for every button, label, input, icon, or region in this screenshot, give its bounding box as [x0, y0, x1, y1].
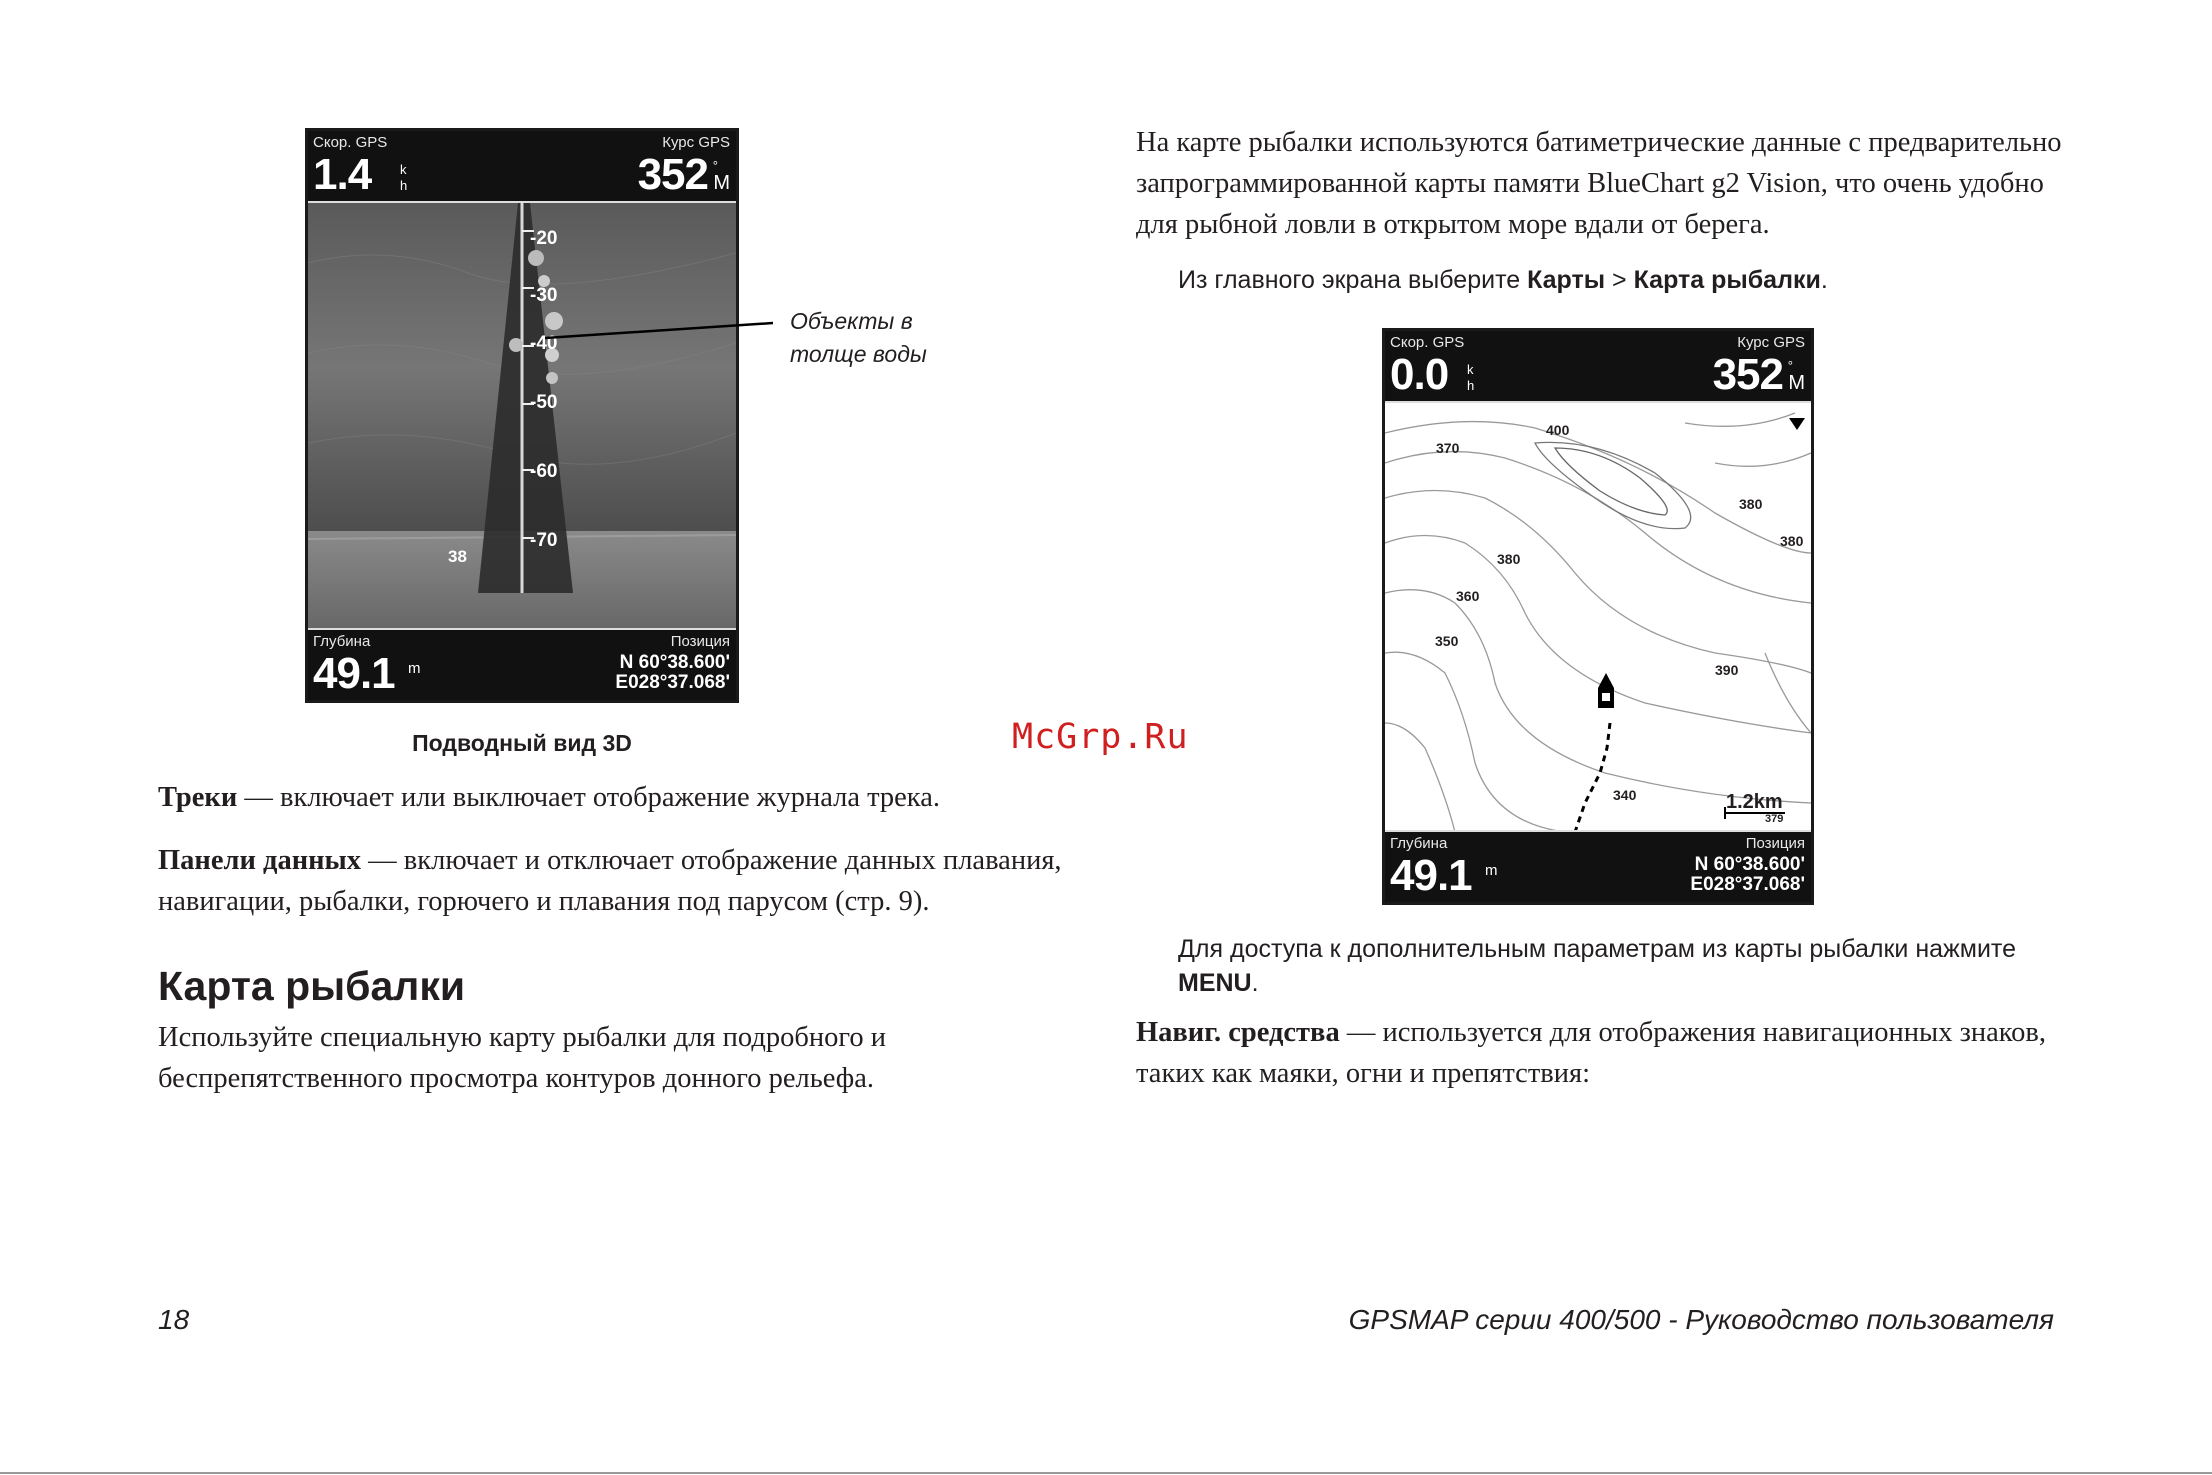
instr2-post: . [1251, 969, 1259, 997]
paragraph-intro: На карте рыбалки используются батиметрические данные с предварительно запрограммированной карты памяти BlueChart g2 Vision, что очень удобно для рыбной ловли в открытом море вдали от берега. [1136, 127, 2062, 240]
floor-depth-mark: 38 [448, 547, 467, 566]
bottom-data-bar [308, 628, 736, 700]
instr1-post: . [1820, 266, 1828, 294]
track-line [1575, 723, 1610, 832]
map-depth-label: 370 [1436, 440, 1460, 456]
course-label: Курс GPS [1737, 334, 1805, 351]
fish-mark [546, 372, 558, 384]
paragraph-data-panels [158, 840, 1108, 922]
speed-value: 0.0 [1390, 350, 1449, 399]
position-lon: E028°37.068' [1690, 874, 1805, 895]
paragraph-nav-aids [1136, 1012, 2066, 1094]
contour-map [1385, 403, 1811, 832]
depth-label: Глубина [313, 633, 371, 650]
instruction-menu [1178, 932, 2078, 1000]
instr2-menu: MENU [1178, 969, 1252, 997]
depth-mark: -60 [530, 461, 558, 482]
instr2-pre: Для доступа к дополнительным параметрам из карты рыбалки нажмите [1178, 935, 2017, 963]
map-scale: 1.2km [1726, 791, 1783, 813]
north-arrow-icon [1789, 418, 1805, 430]
map-depth-label: 380 [1739, 496, 1763, 512]
depth-unit: m [408, 660, 421, 677]
depth-label: Глубина [1390, 835, 1448, 852]
depth-unit: m [1485, 862, 1498, 879]
course-unit-top: ° [1787, 358, 1793, 373]
callout-line [545, 308, 775, 348]
bottom-data-bar [1385, 830, 1811, 902]
position-lon: E028°37.068' [615, 672, 730, 693]
map-depth-label: 340 [1613, 787, 1637, 803]
instruction-open-chart [1178, 263, 2078, 297]
paragraph-fishing-chart: Используйте специальную карту рыбалки для подробного и беспрепятственного просмотра контуров донного рельефа. [158, 1022, 886, 1094]
instr1-pre: Из главного экрана выберите [1178, 266, 1528, 294]
speed-unit-top: k [400, 162, 407, 177]
map-depth-label: 380 [1780, 533, 1804, 549]
text-nav-aids: — используется для отображения навигационных знаков, таких как маяки, огни и препятствия: [1136, 1017, 2046, 1089]
position-label: Позиция [1745, 835, 1805, 852]
term-nav-aids: Навиг. средства [1136, 1017, 1340, 1048]
bottom-rule [0, 1472, 2212, 1474]
paragraph-tracks [158, 777, 1108, 818]
map-depth-label: 350 [1435, 633, 1459, 649]
text-data-panels: — включает и отключает отображение данных плавания, навигации, рыбалки, горючего и плавания под парусом (стр. 9). [158, 845, 1062, 917]
depth-value: 49.1 [1390, 851, 1472, 900]
course-unit-bottom: M [1788, 372, 1805, 394]
top-data-bar [308, 131, 736, 203]
term-tracks: Треки [158, 782, 238, 813]
speed-label: Скор. GPS [313, 134, 388, 151]
map-depth-label: 390 [1715, 662, 1739, 678]
fishing-chart-screenshot [1382, 328, 1814, 905]
text-tracks: — включает или выключает отображение журнала трека. [237, 782, 940, 813]
instr1-charts: Карты [1527, 266, 1606, 294]
map-depth-label: 380 [1497, 551, 1521, 567]
boat-icon [1598, 673, 1614, 708]
speed-unit-top: k [1467, 362, 1474, 377]
map-depth-label: 400 [1546, 422, 1570, 438]
underwater-3d-screenshot [305, 128, 739, 703]
position-lat: N 60°38.600' [619, 652, 730, 673]
course-value: 352 [637, 150, 708, 199]
course-label: Курс GPS [662, 134, 730, 151]
map-scale-sub: 379 [1765, 813, 1784, 825]
course-unit-bottom: M [713, 172, 730, 194]
underwater-scene [308, 203, 736, 633]
footer-title: GPSMAP серии 400/500 - Руководство пользователя [1348, 1304, 2054, 1335]
depth-mark: -20 [530, 228, 558, 249]
speed-unit-bottom: h [400, 178, 408, 193]
position-label: Позиция [670, 633, 730, 650]
course-value: 352 [1712, 350, 1783, 399]
page-number: 18 [158, 1304, 190, 1335]
term-data-panels: Панели данных [158, 845, 362, 876]
fish-mark [509, 338, 523, 352]
depth-mark: -70 [530, 530, 558, 551]
speed-unit-bottom: h [1467, 378, 1475, 393]
instr1-fishing-chart: Карта рыбалки [1633, 266, 1821, 294]
figure-caption: Подводный вид 3D [412, 730, 632, 756]
course-unit-top: ° [712, 158, 718, 173]
speed-label: Скор. GPS [1390, 334, 1465, 351]
section-heading: Карта рыбалки [158, 963, 466, 1009]
top-data-bar [1385, 331, 1811, 403]
map-depth-label: 360 [1456, 588, 1480, 604]
fish-mark [528, 250, 544, 266]
depth-mark: -30 [530, 285, 558, 306]
callout-label: Объекты в толще воды [790, 308, 927, 367]
instr1-sep: > [1605, 266, 1634, 294]
depth-mark: -40 [530, 333, 558, 354]
position-lat: N 60°38.600' [1694, 854, 1805, 875]
watermark: McGrp.Ru [1012, 717, 1189, 757]
depth-mark: -50 [530, 392, 558, 413]
speed-value: 1.4 [313, 150, 372, 199]
depth-value: 49.1 [313, 649, 395, 698]
